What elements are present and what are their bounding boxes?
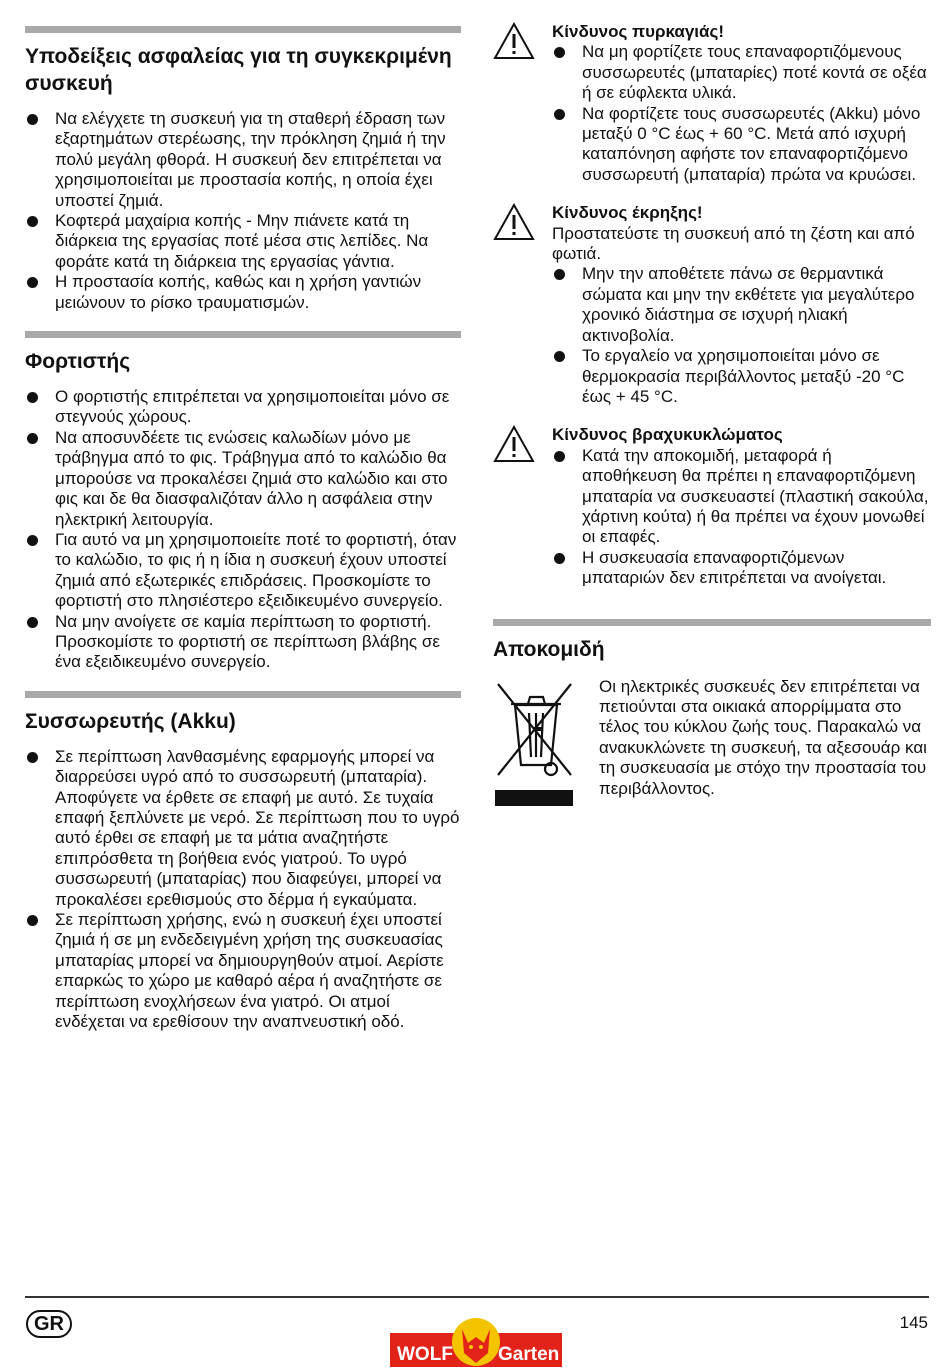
bullet-list — [25, 387, 461, 673]
warning-explosion — [493, 203, 931, 407]
disposal-text: Οι ηλεκτρικές συσκευές δεν επιτρέπεται να πετιούνται στα οικιακά απορρίμματα στο τέλος του κύκλου ζωής τους. Παρακαλώ να ανακυκλώνετε τη συσκευή, τα αξεσουάρ και τη συσκευασία με στόχο την προστασία του περιβάλλοντος. — [599, 676, 927, 798]
list-item: Η συσκευασία επαναφορτιζόμενων μπαταριών δεν επιτρέπεται να ανοίγεται. — [552, 548, 931, 589]
list-item: Να μη φορτίζετε τους επαναφορτιζόμενους συσσωρευτές (μπαταρίες) ποτέ κοντά σε οξέα ή σε εύφλεκτα υλικά. — [552, 42, 931, 103]
section-title: Φορτιστής — [25, 350, 131, 374]
warning-triangle-icon — [493, 22, 535, 60]
section-divider — [25, 26, 461, 33]
disposal-block — [493, 677, 931, 799]
bullet-list — [582, 446, 931, 589]
logo-word-right: Garten — [498, 1344, 560, 1365]
warning-text: Προστατεύστε τη συσκευή από τη ζέστη και από φωτιά. — [552, 223, 915, 264]
list-item: Κατά την αποκομιδή, μεταφορά ή αποθήκευση θα πρέπει η επαναφορτιζόμενη μπαταρία να συσκευαστεί (πλαστική σακούλα, χάρτινη κούτα) ή θα πρέπει να έχουν μονωθεί οι επαφές. — [552, 446, 931, 548]
footer-divider — [25, 1296, 929, 1298]
warning-triangle-icon — [493, 425, 535, 463]
bullet-list — [25, 747, 461, 1033]
list-item: Να μην ανοίγετε σε καμία περίπτωση το φορτιστή. Προσκομίστε το φορτιστή σε περίπτωση βλάβης σε ένα εξειδικευμένο συνεργείο. — [25, 612, 461, 673]
section-title: Αποκομιδή — [493, 637, 605, 661]
section-title: Συσσωρευτής (Akku) — [25, 709, 236, 733]
left-column — [25, 26, 461, 1050]
list-item: Ο φορτιστής επιτρέπεται να χρησιμοποιείται μόνο σε στεγνούς χώρους. — [25, 387, 461, 428]
list-item: Να φορτίζετε τους συσσωρευτές (Akku) μόνο μεταξύ 0 °C έως + 60 °C. Μετά από ισχυρή καταπόνηση αφήστε τον επαναφορτιζόμενο συσσωρευτή (μπαταρία) πρώτα να κρυώσει. — [552, 104, 931, 186]
crossed-bin-icon — [493, 677, 575, 809]
list-item: Η προστασία κοπής, καθώς και η χρήση γαντιών μειώνουν το ρίσκο τραυματισμών. — [25, 272, 461, 313]
list-item: Να ελέγχετε τη συσκευή για τη σταθερή έδραση των εξαρτημάτων στερέωσης, την πρόκληση ζημιά ή την πολύ μεγάλη φθορά. Η συσκευή δεν επιτρέπεται να χρησιμοποιείται με προστασία κοπής, η οποία έχει υποστεί ζημιά. — [25, 109, 461, 211]
section-battery — [25, 691, 461, 1033]
country-badge: GR — [26, 1310, 72, 1338]
section-divider — [25, 331, 461, 338]
bullet-list — [582, 264, 931, 407]
list-item: Το εργαλείο να χρησιμοποιείται μόνο σε θερμοκρασία περιβάλλοντος μεταξύ -20 °C έως + 45 °C. — [552, 346, 931, 407]
list-item: Για αυτό να μη χρησιμοποιείτε ποτέ το φορτιστή, όταν το καλώδιο, το φις ή η ίδια η συσκευή έχουν υποστεί ζημιά από εξωτερικές επιδράσεις. Προσκομίστε το φορτιστή στο πλησιέστερο εξειδικευμένο συνεργείο. — [25, 530, 461, 612]
section-device-safety — [25, 26, 461, 313]
section-divider — [493, 619, 931, 626]
warning-fire — [493, 22, 931, 185]
section-charger — [25, 331, 461, 673]
warning-title: Κίνδυνος πυρκαγιάς! — [552, 22, 724, 41]
list-item: Μην την αποθέτετε πάνω σε θερμαντικά σώματα και μην την εκθέτετε για μεγαλύτερο χρονικό διάστημα σε ισχυρή ηλιακή ακτινοβολία. — [552, 264, 931, 346]
bullet-list — [582, 42, 931, 185]
list-item: Κοφτερά μαχαίρια κοπής - Μην πιάνετε κατά τη διάρκεια της εργασίας ποτέ μέσα στις λεπίδες. Να φοράτε κατά τη διάρκεια της εργασίας γάντια. — [25, 211, 461, 272]
warning-title: Κίνδυνος έκρηξης! — [552, 203, 703, 223]
list-item: Να αποσυνδέετε τις ενώσεις καλωδίων μόνο με τράβηγμα από το φις. Τράβηγμα από το καλώδιο θα μπορούσε να προκαλέσει ζημιά στο καλώδιο και στο φις και δε θα διασφαλιζόταν άλλο η ασφάλεια στην ηλεκτρική λειτουργία. — [25, 428, 461, 530]
list-item: Σε περίπτωση χρήσης, ενώ η συσκευή έχει υποστεί ζημιά ή σε μη ενδεδειγμένη χρήση της συσκευασίας μπαταρίας μπορεί να δημιουργηθούν ατμοί. Αερίστε επαρκώς το χώρο με καθαρό αέρα ή αναζητήστε σε περίπτωση ενοχλήσεων ένα γιατρό. Οι ατμοί ενδέχεται να ερεθίσουν την αναπνευστική οδό. — [25, 910, 461, 1032]
list-item: Σε περίπτωση λανθασμένης εφαρμογής μπορεί να διαρρεύσει υγρό από το συσσωρευτή (μπαταρία). Αποφύγετε να έρθετε σε επαφή με αυτό. Σε τυχαία επαφή ξεπλύνετε με νερό. Σε περίπτωση που το υγρό αυτό έρθει σε επαφή με τα μάτια αναζητήστε επιπρόσθετα τη βοήθεια ενός γιατρού. Το υγρό συσσωρευτή (μπαταρίας) που διαφεύγει, μπορεί να προκαλέσει ερεθισμούς στο δέρμα ή εγκαύματα. — [25, 747, 461, 910]
right-column — [493, 22, 931, 817]
warning-short-circuit — [493, 425, 931, 588]
warning-triangle-icon — [493, 203, 535, 241]
wolf-garten-logo — [390, 1317, 562, 1369]
logo-word-left: WOLF — [397, 1344, 453, 1365]
section-divider — [25, 691, 461, 698]
page-number: 145 — [899, 1313, 928, 1332]
bullet-list — [25, 109, 461, 313]
warning-title: Κίνδυνος βραχυκυκλώματος — [552, 425, 783, 445]
section-title: Υποδείξεις ασφαλείας για τη συγκεκριμένη συσκευή — [25, 45, 452, 95]
section-disposal — [493, 619, 931, 799]
